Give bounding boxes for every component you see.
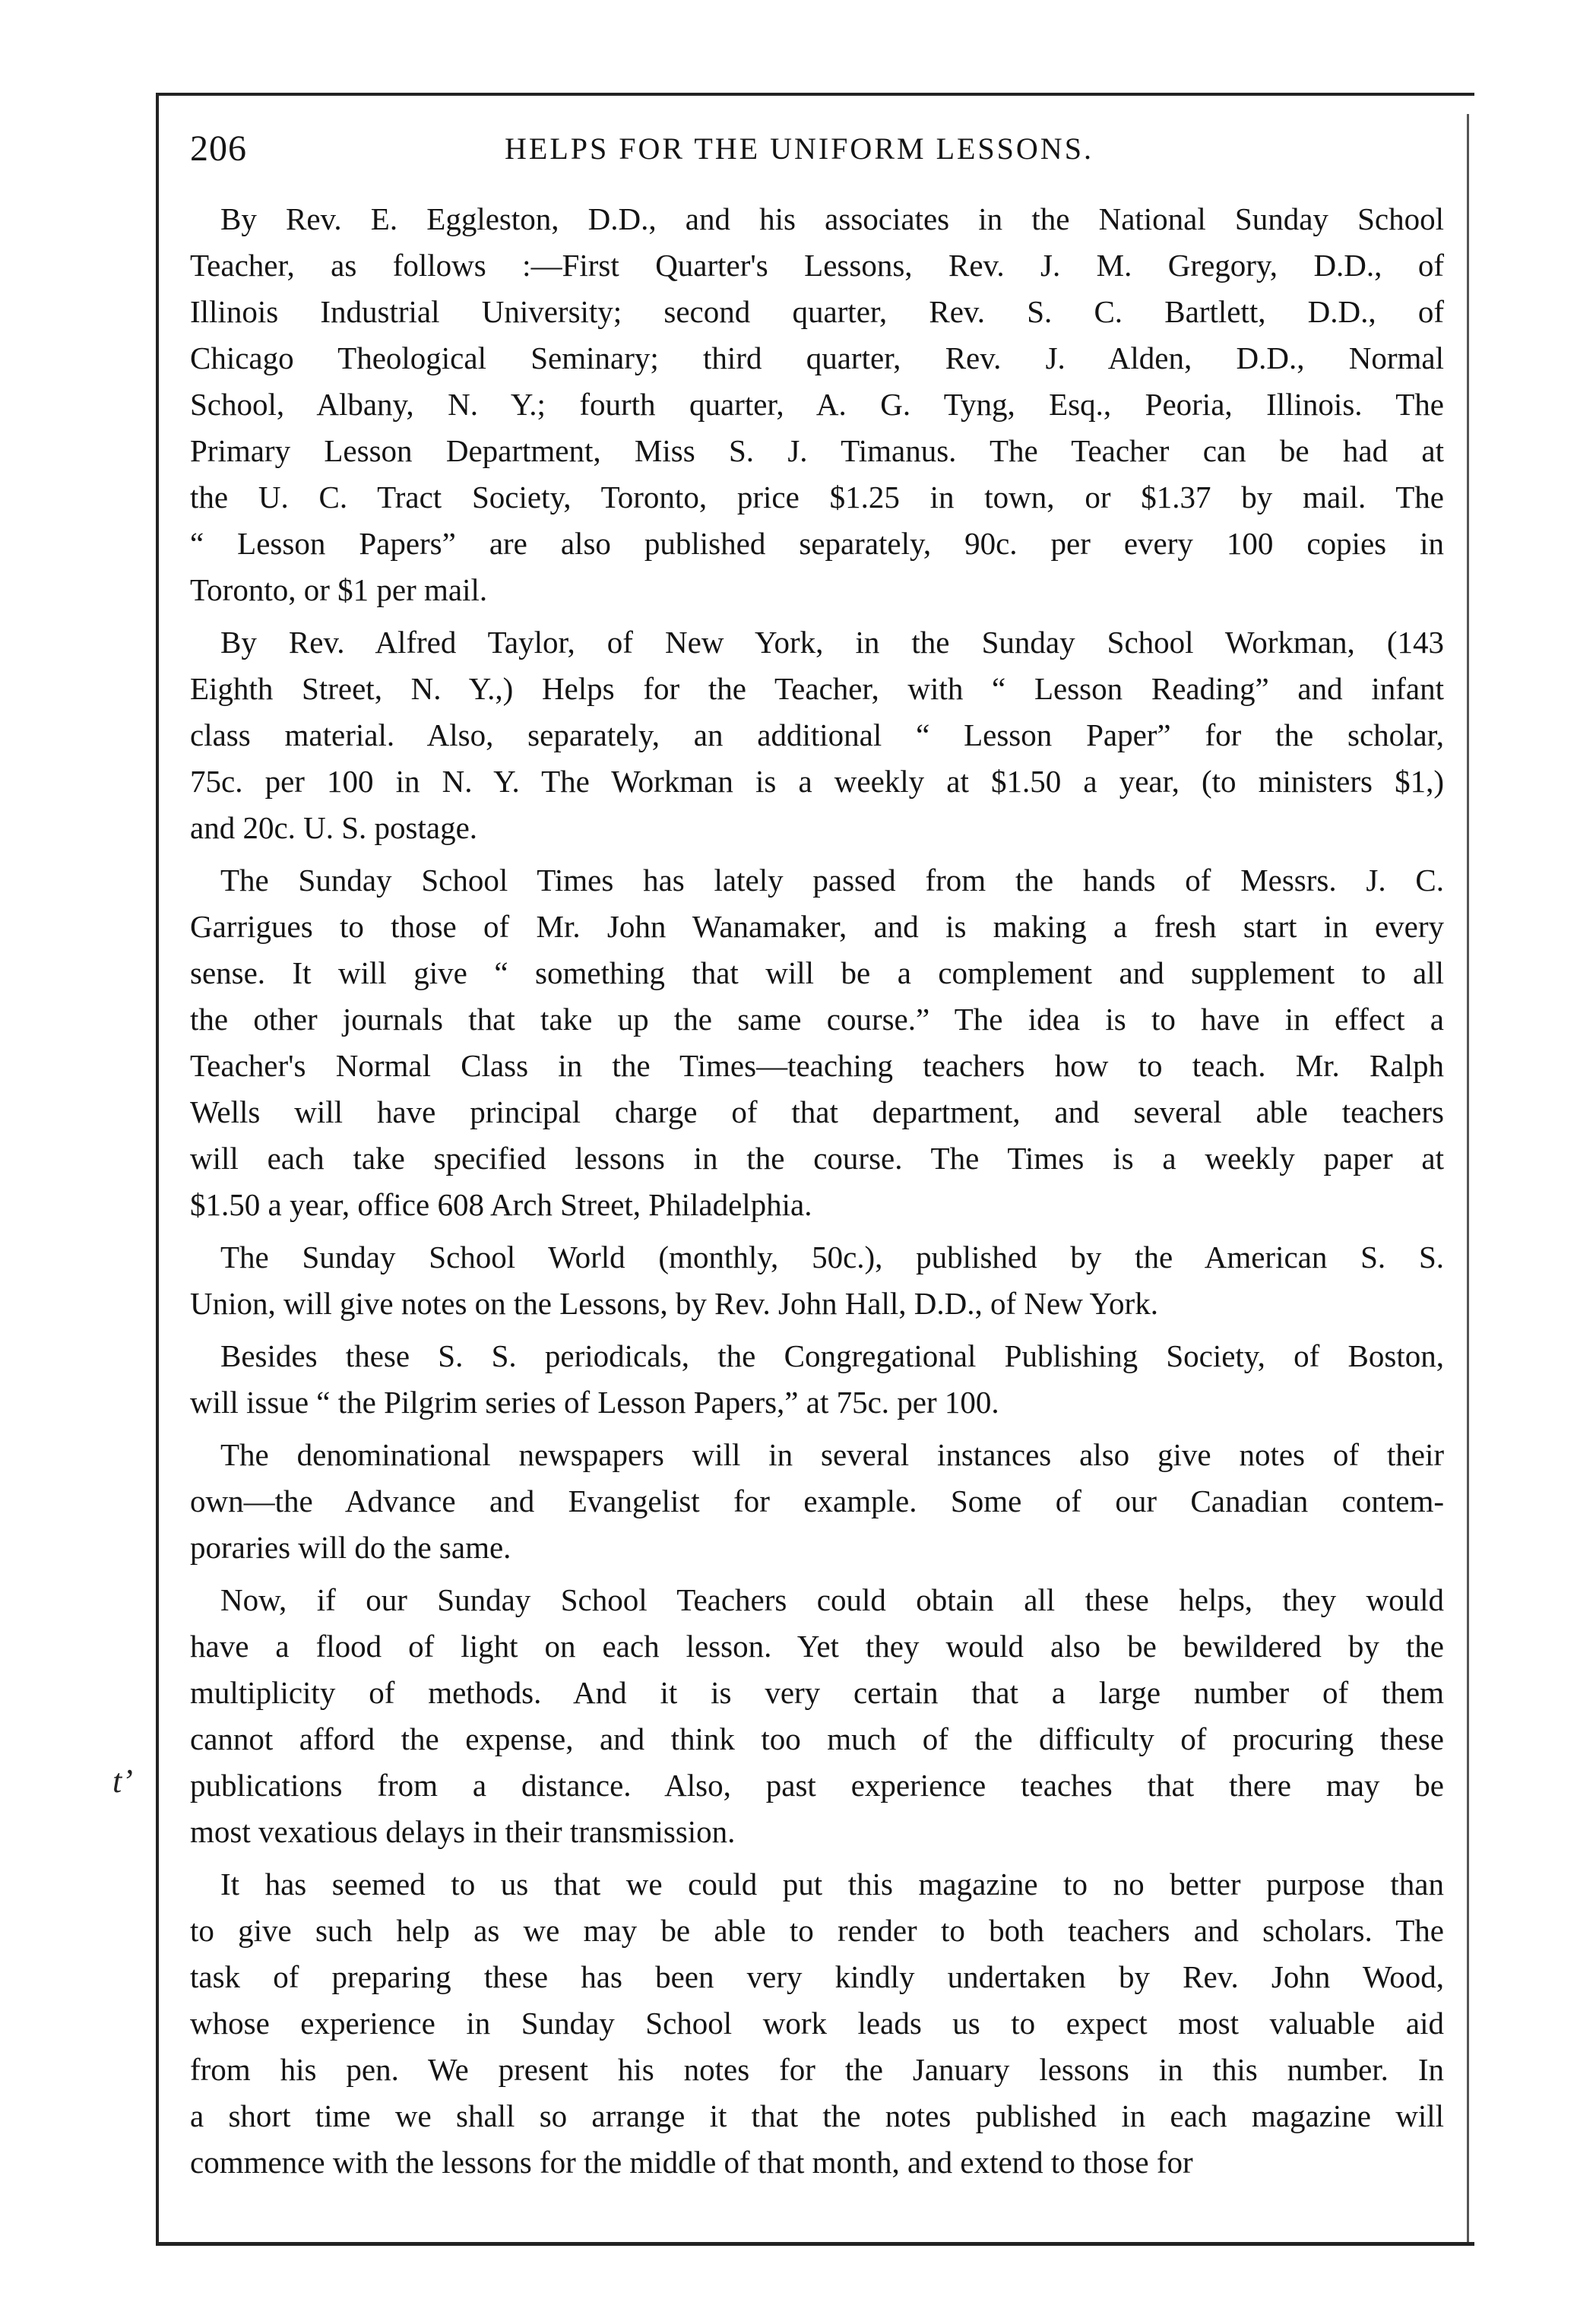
text-line: It has seemed to us that we could put this magazine to no better purpose than	[220, 1867, 1444, 1902]
text-line: a short time we shall so arrange it that the notes published in each magazine will	[190, 2098, 1444, 2133]
text-line: Teacher, as follows :—First Quarter's Lessons, Rev. J. M. Gregory, D.D., of	[190, 248, 1444, 283]
paragraph	[190, 1861, 1444, 2186]
text-line: publications from a distance. Also, past experience teaches that there may be	[190, 1768, 1444, 1803]
text-line: class material. Also, separately, an additional “ Lesson Paper” for the scholar,	[190, 717, 1444, 752]
text-line: will each take specified lessons in the course. The Times is a weekly paper at	[190, 1141, 1444, 1176]
text-line: cannot afford the expense, and think too much of the difficulty of procuring these	[190, 1721, 1444, 1756]
text-line: poraries will do the same.	[190, 1530, 511, 1565]
text-line: School, Albany, N. Y.; fourth quarter, A. G. Tyng, Esq., Peoria, Illinois. The	[190, 387, 1444, 422]
text-line: and 20c. U. S. postage.	[190, 810, 478, 845]
text-line: will issue “ the Pilgrim series of Lesson Papers,” at 75c. per 100.	[190, 1385, 999, 1420]
margin-mark: t’	[112, 1762, 133, 1800]
running-head: HELPS FOR THE UNIFORM LESSONS.	[505, 131, 1094, 166]
text-line: Wells will have principal charge of that department, and several able teachers	[190, 1094, 1444, 1129]
paragraph	[190, 1432, 1444, 1571]
text-line: the other journals that take up the same course.” The idea is to have in effect a	[190, 1002, 1444, 1037]
text-line: Toronto, or $1 per mail.	[190, 572, 488, 607]
text-line: sense. It will give “ something that will be a complement and supplement to all	[190, 955, 1444, 990]
text-line: The denominational newspapers will in several instances also give notes of their	[220, 1437, 1444, 1472]
text-line: “ Lesson Papers” are also published separately, 90c. per every 100 copies in	[190, 526, 1444, 561]
right-border-rule	[1467, 114, 1469, 2246]
text-line: own—the Advance and Evangelist for example. Some of our Canadian contem-	[190, 1484, 1444, 1518]
text-line: have a flood of light on each lesson. Yet they would also be bewildered by the	[190, 1629, 1444, 1664]
text-line: multiplicity of methods. And it is very certain that a large number of them	[190, 1675, 1444, 1710]
text-line: commence with the lessons for the middle of that month, and extend to those for	[190, 2145, 1193, 2180]
page-header	[190, 126, 1444, 172]
text-line: $1.50 a year, office 608 Arch Street, Philadelphia.	[190, 1187, 812, 1222]
paragraph	[190, 619, 1444, 851]
text-line: most vexatious delays in their transmission.	[190, 1814, 736, 1849]
text-line: to give such help as we may be able to render to both teachers and scholars. The	[190, 1913, 1444, 1948]
text-line: Garrigues to those of Mr. John Wanamaker, and is making a fresh start in every	[190, 909, 1444, 944]
text-line: The Sunday School Times has lately passed from the hands of Messrs. J. C.	[220, 863, 1444, 898]
text-line: the U. C. Tract Society, Toronto, price $1.25 in town, or $1.37 by mail. The	[190, 480, 1444, 515]
page-number: 206	[190, 128, 247, 169]
paragraph	[190, 1577, 1444, 1855]
text-line: The Sunday School World (monthly, 50c.), published by the American S. S.	[220, 1240, 1444, 1275]
text-line: Chicago Theological Seminary; third quarter, Rev. J. Alden, D.D., Normal	[190, 340, 1444, 375]
left-border-rule	[156, 93, 159, 2246]
text-line: Illinois Industrial University; second quarter, Rev. S. C. Bartlett, D.D., of	[190, 294, 1444, 329]
text-line: By Rev. E. Eggleston, D.D., and his associates in the National Sunday School	[220, 201, 1444, 236]
paragraph	[190, 196, 1444, 613]
text-line: Union, will give notes on the Lessons, by Rev. John Hall, D.D., of New York.	[190, 1286, 1158, 1321]
paragraph	[190, 1333, 1444, 1426]
article-body	[190, 196, 1444, 2186]
text-line: Besides these S. S. periodicals, the Congregational Publishing Society, of Boston,	[220, 1338, 1444, 1373]
top-border-rule	[156, 93, 1474, 96]
text-line: 75c. per 100 in N. Y. The Workman is a weekly at $1.50 a year, (to ministers $1,)	[190, 764, 1444, 799]
text-line: from his pen. We present his notes for the January lessons in this number. In	[190, 2052, 1444, 2087]
text-line: By Rev. Alfred Taylor, of New York, in the Sunday School Workman, (143	[220, 625, 1444, 660]
text-line: task of preparing these has been very kindly undertaken by Rev. John Wood,	[190, 1959, 1444, 1994]
text-line: whose experience in Sunday School work leads us to expect most valuable aid	[190, 2006, 1444, 2041]
bottom-border-rule	[156, 2242, 1474, 2246]
paragraph	[190, 1234, 1444, 1327]
text-line: Teacher's Normal Class in the Times—teaching teachers how to teach. Mr. Ralph	[190, 1048, 1444, 1083]
text-line: Eighth Street, N. Y.,) Helps for the Teacher, with “ Lesson Reading” and infant	[190, 671, 1444, 706]
text-line: Primary Lesson Department, Miss S. J. Timanus. The Teacher can be had at	[190, 433, 1444, 468]
text-line: Now, if our Sunday School Teachers could obtain all these helps, they would	[220, 1582, 1444, 1617]
paragraph	[190, 857, 1444, 1228]
